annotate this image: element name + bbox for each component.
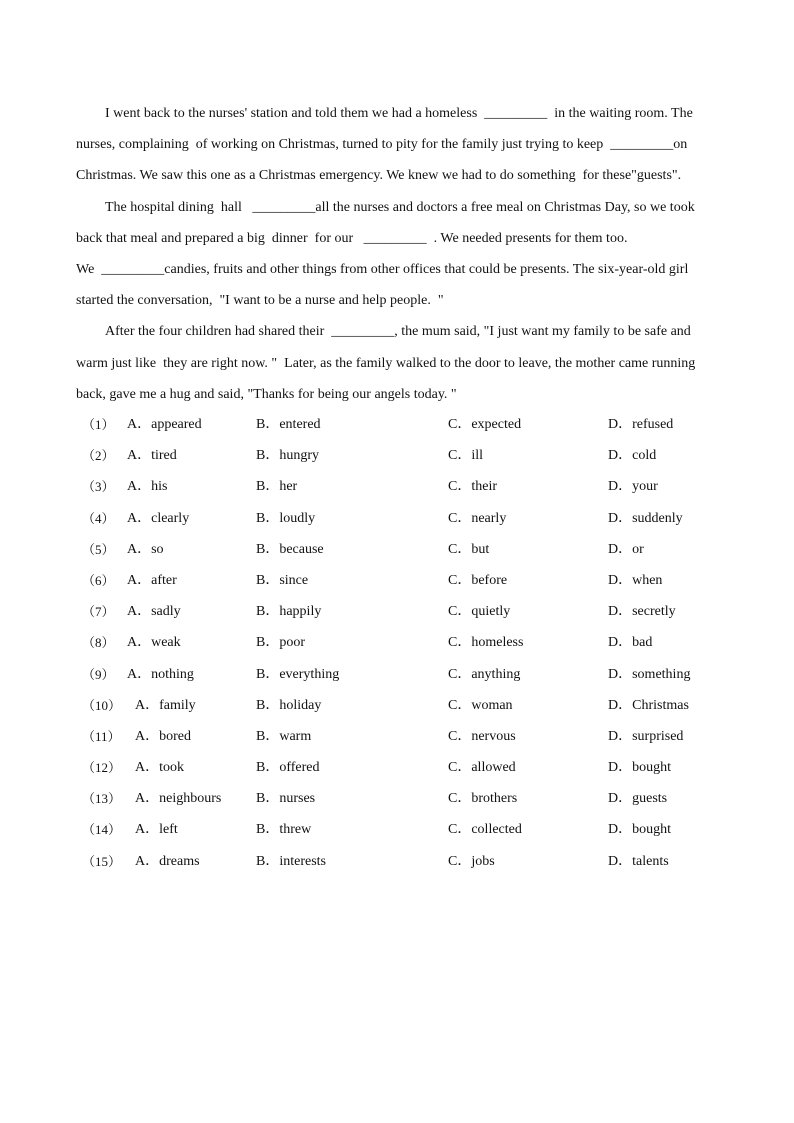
option-a: A．dreams [135, 853, 200, 869]
option-d: D．secretly [608, 604, 676, 620]
question-number: （11） [82, 728, 121, 744]
option-d: D．cold [608, 448, 657, 464]
question-row [76, 440, 716, 471]
option-c: C．allowed [448, 760, 516, 776]
option-c: C．nearly [448, 510, 507, 526]
option-a: A．neighbours [135, 791, 222, 807]
passage-line [76, 160, 718, 191]
question-number: （1） [82, 417, 115, 432]
option-b: B．poor [256, 635, 305, 651]
question-row [76, 409, 716, 440]
option-d: D．something [608, 666, 691, 682]
option-d: D．bought [608, 822, 671, 838]
option-b: B．warm [256, 728, 312, 744]
passage-line [76, 129, 718, 160]
option-c: C．quietly [448, 604, 511, 620]
option-d: D．bad [608, 635, 653, 651]
question-row [76, 690, 716, 721]
passage-line [76, 316, 718, 347]
passage-line [76, 192, 718, 223]
answer-options [76, 409, 716, 877]
option-b: B．because [256, 541, 324, 557]
passage-line [76, 379, 718, 410]
cloze-passage [76, 98, 718, 410]
passage-line [76, 98, 718, 129]
option-a: A．family [135, 697, 196, 713]
option-d: D．surprised [608, 728, 684, 744]
option-a: A．his [127, 479, 168, 495]
option-c: C．their [448, 479, 497, 495]
option-c: C．homeless [448, 635, 524, 651]
option-c: C．nervous [448, 728, 516, 744]
question-row [76, 471, 716, 502]
option-c: C．before [448, 572, 508, 588]
question-row [76, 503, 716, 534]
option-a: A．bored [135, 728, 191, 744]
passage-line [76, 348, 718, 379]
option-c: C．brothers [448, 791, 518, 807]
option-c: C．expected [448, 417, 522, 432]
question-number: （14） [82, 822, 122, 838]
question-number: （7） [82, 604, 115, 620]
question-row [76, 596, 716, 627]
passage-line-text: started the conversation, "I want to be a nurse and help people. " [76, 293, 444, 309]
option-c: C．collected [448, 822, 522, 838]
option-a: A．after [127, 572, 177, 588]
question-number: （8） [82, 635, 115, 651]
passage-line [76, 254, 718, 285]
option-d: D．your [608, 479, 658, 495]
passage-line-text: nurses, complaining of working on Christmas, turned to pity for the family just trying to keep _________on [76, 137, 688, 153]
option-b: B．nurses [256, 791, 316, 807]
passage-line-text: After the four children had shared their _________, the mum said, "I just want my family to be safe and [105, 324, 691, 340]
option-a: A．left [135, 822, 178, 838]
option-c: C．but [448, 541, 490, 557]
option-a: A．tired [127, 448, 177, 464]
option-b: B．everything [256, 666, 340, 682]
option-d: D．talents [608, 853, 669, 869]
option-b: B．threw [256, 822, 312, 838]
question-row [76, 846, 716, 877]
passage-line-text: The hospital dining hall _________all the nurses and doctors a free meal on Christmas Day, so we took [105, 199, 695, 215]
option-b: B．offered [256, 760, 320, 776]
option-a: A．took [135, 760, 184, 776]
option-a: A．clearly [127, 510, 190, 526]
option-d: D．or [608, 541, 644, 557]
passage-line-text: back that meal and prepared a big dinner for our _________ . We needed presents for them too. [76, 230, 628, 246]
option-d: D．refused [608, 417, 674, 432]
passage-line-text: back, gave me a hug and said, "Thanks for being our angels today. " [76, 386, 457, 402]
option-c: C．woman [448, 697, 513, 713]
option-b: B．holiday [256, 697, 322, 713]
option-d: D．Christmas [608, 697, 689, 713]
option-b: B．since [256, 572, 309, 588]
question-number: （4） [82, 510, 115, 526]
option-c: C．jobs [448, 853, 495, 869]
passage-line [76, 285, 718, 316]
question-row [76, 659, 716, 690]
option-b: B．entered [256, 417, 321, 432]
passage-line-text: I went back to the nurses' station and told them we had a homeless _________ in the waiting room. The [105, 106, 693, 121]
option-d: D．guests [608, 791, 668, 807]
option-b: B．interests [256, 853, 326, 869]
passage-line-text: We _________candies, fruits and other things from other offices that could be presents. The six-year-old girl [76, 261, 689, 277]
option-b: B．happily [256, 604, 322, 620]
question-number: （2） [82, 448, 115, 464]
question-row [76, 534, 716, 565]
question-row [76, 721, 716, 752]
option-b: B．loudly [256, 510, 316, 526]
question-number: （6） [82, 572, 115, 588]
question-number: （15） [82, 853, 122, 869]
option-a: A．appeared [127, 417, 202, 432]
question-row [76, 752, 716, 783]
question-number: （5） [82, 541, 115, 557]
passage-line-text: Christmas. We saw this one as a Christmas emergency. We knew we had to do something for these"guests". [76, 168, 682, 184]
option-d: D．when [608, 572, 663, 588]
question-number: （3） [82, 479, 115, 495]
question-row [76, 814, 716, 845]
option-c: C．anything [448, 666, 521, 682]
option-c: C．ill [448, 448, 484, 464]
option-b: B．hungry [256, 448, 319, 464]
question-row [76, 783, 716, 814]
option-a: A．nothing [127, 666, 194, 682]
question-row [76, 565, 716, 596]
option-a: A．weak [127, 635, 181, 651]
question-number: （10） [82, 697, 122, 713]
question-number: （12） [82, 760, 122, 776]
question-row [76, 627, 716, 658]
option-d: D．bought [608, 760, 671, 776]
option-b: B．her [256, 479, 298, 495]
question-number: （9） [82, 666, 115, 682]
passage-line [76, 223, 718, 254]
option-d: D．suddenly [608, 510, 683, 526]
option-a: A．so [127, 541, 164, 557]
option-a: A．sadly [127, 604, 181, 620]
passage-line-text: warm just like they are right now. " Later, as the family walked to the door to leave, the mother came running [76, 355, 696, 371]
question-number: （13） [82, 791, 122, 807]
